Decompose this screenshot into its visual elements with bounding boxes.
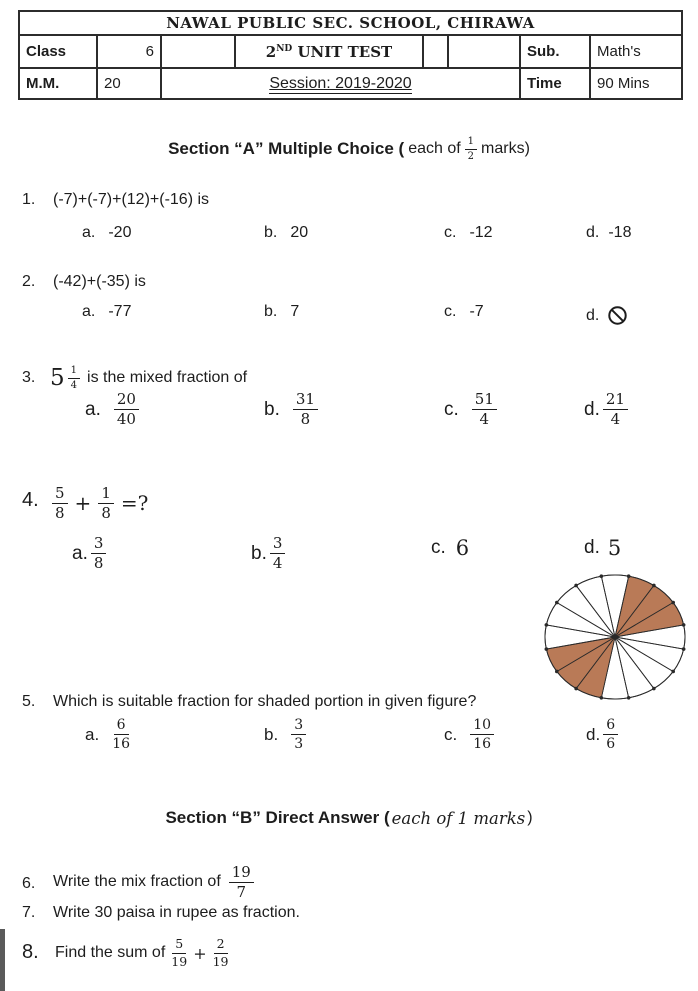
session-cell — [161, 68, 520, 99]
section-b-heading — [0, 806, 698, 830]
fraction-numerator: 20 — [114, 392, 139, 410]
session-text: Session: 2019-2020 — [269, 74, 412, 92]
q3-option-b — [264, 392, 318, 427]
option-fraction — [112, 718, 130, 751]
q3-number: 3. — [22, 369, 36, 386]
option-label: b. — [264, 303, 278, 320]
q4-fraction-1 — [52, 483, 68, 522]
q3-option-d — [584, 392, 628, 427]
fraction-numerator: 3 — [291, 718, 306, 735]
fraction-numerator: 1 — [465, 137, 477, 150]
fraction-numerator: 31 — [293, 392, 318, 410]
q7-number: 7. — [22, 904, 36, 921]
option-fraction — [291, 718, 306, 751]
time-value: 90 Mins — [590, 68, 682, 99]
option-label: d. — [586, 224, 600, 241]
fraction-denominator: 8 — [101, 503, 111, 522]
section-b-marks: each of 1 marks — [391, 808, 526, 828]
fraction-numerator: 6 — [603, 718, 618, 735]
option-fraction — [603, 718, 618, 751]
q3-text: is the mixed fraction of — [87, 369, 248, 386]
test-title-sup: ND — [276, 43, 293, 54]
option-label: a. — [85, 398, 101, 420]
fraction-numerator: 3 — [91, 536, 107, 554]
option-value: -12 — [469, 224, 493, 241]
option-fraction — [293, 392, 318, 427]
q2-options — [0, 303, 698, 329]
option-label: a. — [85, 724, 100, 744]
q1-option-d — [586, 224, 631, 242]
q5-option-b — [264, 718, 306, 751]
fraction-denominator: 19 — [212, 953, 229, 969]
q3-whole-number: 5 — [50, 364, 65, 391]
q1-number: 1. — [22, 191, 36, 208]
time-label: Time — [520, 68, 590, 99]
option-value: 20 — [290, 224, 309, 241]
q6-number: 6. — [22, 875, 36, 892]
q1-option-c — [444, 224, 493, 242]
q3-fraction — [68, 366, 80, 391]
class-value: 6 — [97, 35, 161, 68]
option-label: c. — [444, 303, 457, 320]
section-a-heading — [0, 134, 698, 164]
mm-label: M.M. — [19, 68, 97, 99]
option-fraction — [603, 392, 628, 427]
option-label: c. — [444, 398, 459, 420]
q1-options — [0, 224, 698, 246]
fraction-denominator: 40 — [116, 410, 136, 428]
q3-option-c — [444, 392, 497, 427]
q2-text: (-42)+(-35) is — [53, 273, 146, 290]
test-title-base: 2 — [265, 42, 277, 61]
section-b-title: Section “B” Direct Answer ( — [165, 808, 390, 827]
q2-option-b — [264, 303, 299, 321]
q7-text: Write 30 paisa in rupee as fraction. — [53, 904, 300, 921]
q3-option-a — [85, 392, 139, 427]
fraction-numerator: 21 — [603, 392, 628, 410]
q1-text: (-7)+(-7)+(12)+(-16) is — [53, 191, 210, 208]
q2-option-a — [82, 303, 131, 321]
pie-figure — [542, 573, 688, 702]
q8-text-row — [55, 930, 229, 976]
option-label: b. — [251, 542, 267, 564]
option-label: d. — [586, 306, 600, 324]
subject-label: Sub. — [520, 35, 590, 68]
empty-cell — [448, 35, 520, 68]
q2-option-d — [586, 305, 628, 326]
school-name: NAWAL PUBLIC SEC. SCHOOL, CHIRAWA — [19, 11, 682, 35]
option-label: a. — [82, 303, 96, 320]
option-label: c. — [431, 537, 446, 558]
fraction-denominator: 6 — [606, 736, 616, 752]
q5-options — [0, 718, 698, 768]
option-label: a. — [82, 224, 96, 241]
q1-option-b — [264, 224, 308, 242]
option-label: c. — [444, 224, 457, 241]
class-label: Class — [19, 35, 97, 68]
fraction-numerator: 1 — [68, 366, 80, 379]
fraction-denominator: 8 — [55, 503, 65, 522]
q4-number: 4. — [22, 489, 39, 511]
q3-options — [0, 392, 698, 442]
section-a-marks: marks) — [481, 140, 530, 157]
option-label: d. — [584, 398, 600, 420]
half-mark-fraction — [465, 137, 477, 162]
fraction-denominator: 4 — [610, 410, 621, 428]
fraction-denominator: 8 — [93, 554, 104, 572]
section-a-title: Section “A” Multiple Choice ( — [168, 139, 405, 158]
q5-number: 5. — [22, 693, 36, 710]
q2-number: 2. — [22, 273, 36, 290]
section-b-close-paren: ) — [527, 809, 533, 826]
fraction-denominator: 16 — [473, 736, 492, 752]
fraction-denominator: 16 — [112, 736, 131, 752]
option-fraction — [472, 392, 497, 427]
option-label: c. — [444, 724, 458, 744]
fraction-numerator: 51 — [472, 392, 497, 410]
scan-artifact-bar — [0, 929, 5, 991]
section-a-eachof: each of — [408, 140, 461, 157]
pie-figure-svg — [542, 573, 688, 702]
empty-cell — [161, 35, 235, 68]
plus-operator: + — [193, 943, 207, 963]
option-value: -7 — [469, 303, 484, 320]
prohibited-icon — [607, 305, 628, 326]
q2-option-c — [444, 303, 484, 321]
fraction-denominator: 3 — [294, 736, 304, 752]
fraction-numerator: 3 — [270, 536, 286, 554]
fraction-numerator: 5 — [52, 486, 68, 504]
q4-fraction-2 — [98, 483, 114, 522]
empty-cell — [423, 35, 448, 68]
q6-fraction — [229, 862, 254, 901]
option-label: b. — [264, 398, 280, 420]
q8-fraction-1 — [171, 938, 187, 968]
q1-option-a — [82, 224, 131, 242]
fraction-numerator: 5 — [172, 938, 186, 954]
fraction-denominator: 7 — [236, 882, 247, 901]
option-label: a. — [72, 542, 88, 564]
q6-text-row — [53, 858, 254, 906]
option-value: -77 — [108, 303, 132, 320]
option-label: d. — [586, 724, 601, 744]
option-label: b. — [264, 224, 278, 241]
option-value: 5 — [607, 536, 622, 560]
q5-option-d — [586, 718, 618, 751]
equals-question: =? — [120, 491, 149, 515]
q4-option-a — [72, 536, 106, 571]
option-value: -20 — [108, 224, 132, 241]
fraction-numerator: 10 — [470, 718, 494, 735]
option-fraction — [91, 536, 107, 571]
q5-text: Which is suitable fraction for shaded portion in given figure? — [53, 693, 477, 710]
fraction-numerator: 2 — [214, 938, 228, 954]
q6-text: Write the mix fraction of — [53, 873, 221, 890]
fraction-denominator: 4 — [479, 410, 490, 428]
q4-option-d — [584, 536, 621, 560]
option-fraction — [114, 392, 139, 427]
fraction-denominator: 2 — [467, 150, 475, 162]
q8-text: Find the sum of — [55, 944, 166, 961]
option-value: 7 — [290, 303, 300, 320]
q8-number: 8. — [22, 941, 39, 963]
plus-operator: + — [74, 491, 92, 515]
subject-value: Math's — [590, 35, 682, 68]
q4-option-c — [431, 536, 469, 560]
q8-fraction-2 — [213, 938, 229, 968]
header-table — [18, 10, 683, 100]
mm-value: 20 — [97, 68, 161, 99]
option-value: -18 — [608, 224, 632, 241]
option-fraction — [470, 718, 494, 751]
q5-option-a — [85, 718, 130, 751]
q4-expression — [52, 472, 148, 534]
option-label: b. — [264, 724, 279, 744]
fraction-denominator: 4 — [70, 379, 78, 391]
fraction-numerator: 19 — [229, 865, 254, 883]
fraction-denominator: 4 — [272, 554, 283, 572]
option-fraction — [270, 536, 286, 571]
option-label: d. — [584, 537, 600, 558]
q5-option-c — [444, 718, 494, 751]
fraction-denominator: 19 — [171, 953, 188, 969]
fraction-numerator: 6 — [114, 718, 129, 735]
option-value: 6 — [455, 536, 470, 560]
test-title-rest: UNIT TEST — [292, 42, 393, 61]
fraction-numerator: 1 — [98, 486, 114, 504]
q4-option-b — [251, 536, 285, 571]
fraction-denominator: 8 — [300, 410, 311, 428]
test-title — [235, 35, 423, 68]
